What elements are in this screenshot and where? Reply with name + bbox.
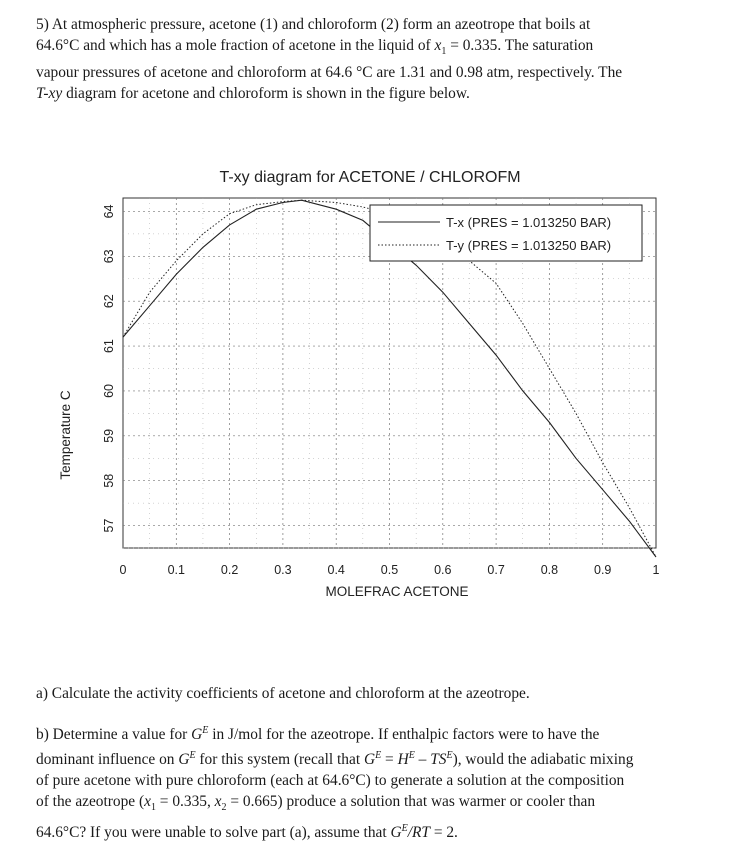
part-b (36, 720, 726, 843)
x-tick-label: 0.1 (167, 563, 185, 577)
x-tick-label: 0.2 (220, 563, 239, 577)
x-tick-label: 0.6 (434, 563, 452, 577)
part-b-line-4: of the azeotrope ($x_1 = 0.335$, $x_2 = 0.665$) produce a solution that was warmer or cooler than (36, 793, 596, 814)
y-tick-label: 64 (102, 204, 116, 219)
question-intro (36, 14, 726, 104)
y-tick-label: 57 (102, 518, 116, 533)
intro-line-2: 64.6°C and which has a mole fraction of acetone in the liquid of $x_1 = 0.335$. The saturation (36, 37, 594, 58)
intro-line-1: 5) At atmospheric pressure, acetone (1) and chloroform (2) form an azeotrope that boils at (36, 16, 591, 33)
txy-chart-svg (40, 150, 740, 620)
legend-label-ty: T-y (PRES = 1.013250 BAR) (446, 238, 612, 253)
x-tick-label: 0.5 (380, 563, 399, 577)
intro-line-4: T-xy diagram for acetone and chloroform is shown in the figure below. (36, 85, 470, 103)
part-b-line-1: b) Determine a value for $G^E$ in J/mol for the azeotrope. If enthalpic factors were to have the (36, 725, 600, 744)
x-tick-label: 0.9 (594, 563, 612, 577)
y-tick-label: 59 (102, 428, 116, 443)
x-tick-label: 0.7 (487, 563, 505, 577)
intro-line-3: vapour pressures of acetone and chloroform at 64.6 °C are 1.31 and 0.98 atm, respectively. The (36, 64, 623, 82)
x-tick-label: 1 (652, 563, 660, 577)
y-tick-label: 61 (102, 339, 116, 354)
y-tick-label: 58 (102, 473, 116, 488)
chart-xlabel: MOLEFRAC ACETONE (325, 584, 469, 599)
part-b-line-2: dominant influence on $G^E$ for this system (recall that $G^E = H^E - TS^E$), would the adiabatic mixing (36, 750, 634, 769)
y-tick-label: 60 (102, 383, 116, 398)
txy-chart (40, 150, 740, 620)
chart-ylabel: Temperature C (58, 390, 73, 480)
chart-title: T-xy diagram for ACETONE / CHLOROFM (219, 169, 521, 186)
x-tick-label: 0.8 (540, 563, 559, 577)
y-tick-label: 63 (102, 249, 116, 264)
x-tick-label: 0.4 (327, 563, 345, 577)
x-tick-label: 0 (119, 563, 127, 577)
part-a: a) Calculate the activity coefficients of acetone and chloroform at the azeotrope. (36, 685, 530, 702)
chart-legend (370, 205, 642, 261)
legend-label-tx: T-x (PRES = 1.013250 BAR) (446, 215, 612, 230)
part-b-line-3: of pure acetone with pure chloroform (each at 64.6°C) to generate a solution at the composition (36, 772, 625, 790)
part-b-line-5: 64.6°C? If you were unable to solve part (a), assume that $G^E/RT = 2$. (36, 823, 458, 842)
x-tick-label: 0.3 (274, 563, 292, 577)
y-tick-label: 62 (102, 294, 116, 309)
